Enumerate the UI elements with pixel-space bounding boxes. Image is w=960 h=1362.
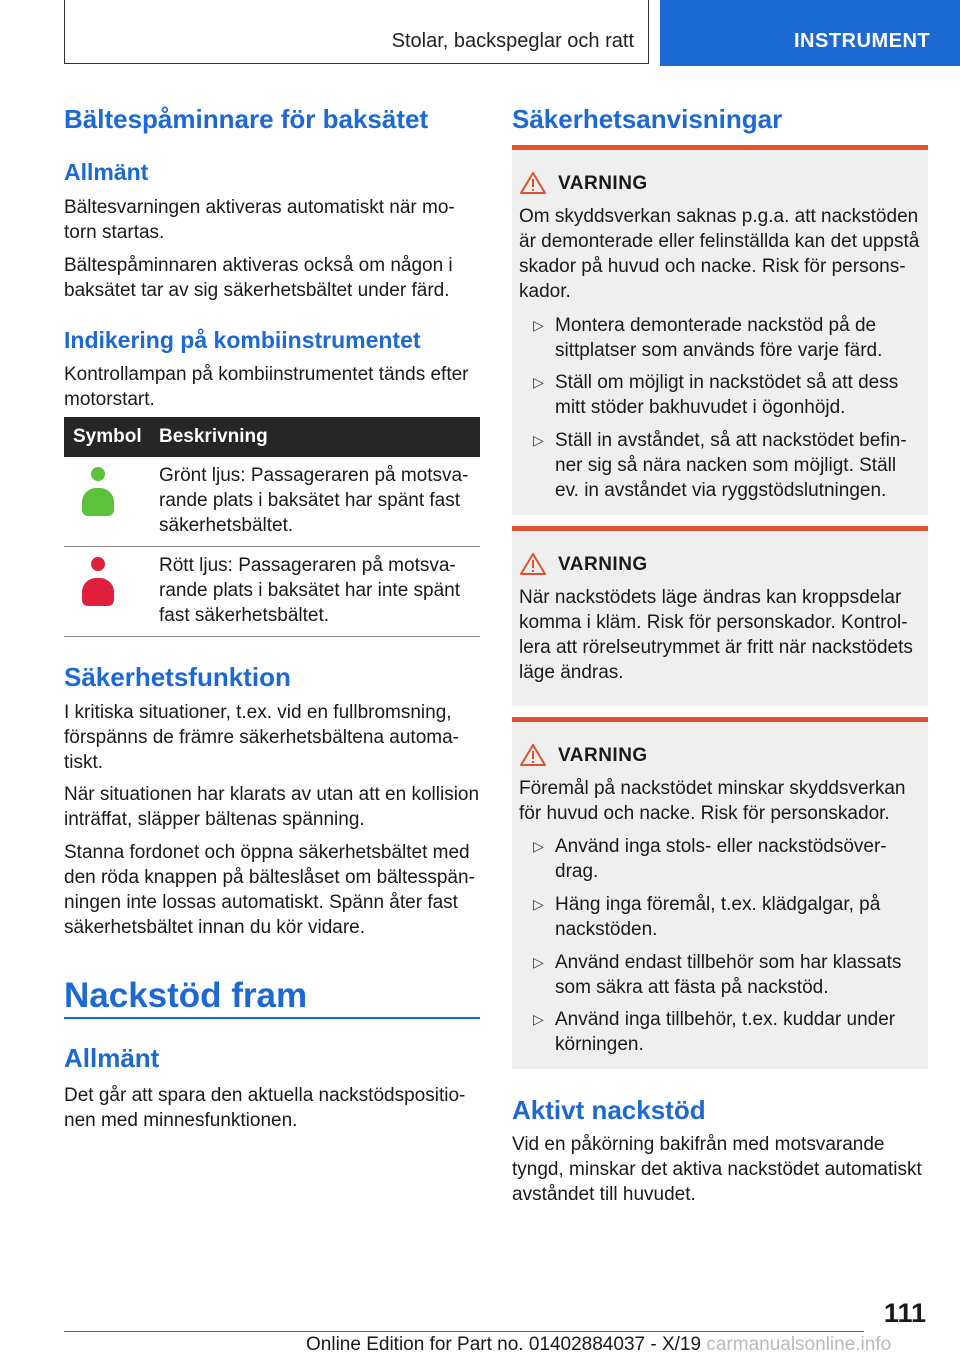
watermark-text[interactable]: carmanualsonline.info [706, 1334, 892, 1355]
warning-text: Föremål på nackstödet minskar skyddsverkan för huvud och nacke. Risk för personskador. [519, 778, 906, 824]
subheading-allmant-2: Allmänt [64, 1043, 160, 1073]
column-header-symbol: Symbol [73, 426, 142, 447]
warning-bar [512, 145, 928, 150]
seat-occupant-red-icon [82, 557, 114, 606]
paragraph: Det går att spara den aktuella nackstödspositio-nen med minnesfunktionen. [64, 1085, 466, 1131]
header-section-box [64, 0, 649, 64]
table-row [64, 547, 480, 637]
paragraph: I kritiska situationer, t.ex. vid en fullbromsning, förspänns de främre säkerhetsbältena automa-tiskt. [64, 702, 459, 773]
bullet-triangle-icon: ▷ [533, 838, 544, 854]
section-title-aktivt-nackstod: Aktivt nackstöd [512, 1095, 706, 1125]
subheading-indikering: Indikering på kombiinstrumentet [64, 327, 421, 353]
bullet-triangle-icon: ▷ [533, 954, 544, 970]
section-title-baltespaminnare: Bältespåminnare för baksätet [64, 104, 429, 134]
warning-triangle-icon [520, 172, 546, 194]
warning-box: VARNING Föremål på nackstödet minskar skyddsverkan för huvud och nacke. Risk för personskador. ▷ Använd inga stols- eller nackstödsöver-drag. ▷ Häng inga föremål, t.ex. klädgalgar, på nackstöden. ▷ Använd endast tillbehör som har klassats som säkra att fästa på nackstöd. ▷ Använd inga tillbehör, t.ex. kuddar under körningen. [512, 717, 928, 1069]
warning-title: VARNING [558, 173, 648, 194]
chapter-heading-nackstod-fram: Nackstöd fram [64, 976, 308, 1015]
paragraph: När situationen har klarats av utan att en kollision inträffat, släpper bältenas spänning. [64, 784, 480, 830]
table-row [64, 457, 480, 547]
paragraph: Bältespåminnaren aktiveras också om någon i baksätet tar av sig säkerhetsbältet under färd. [64, 255, 453, 301]
bullet-triangle-icon: ▷ [533, 317, 544, 333]
bullet-triangle-icon: ▷ [533, 374, 544, 390]
warning-triangle-icon [520, 553, 546, 575]
paragraph: Bältesvarningen aktiveras automatiskt när mo-torn startas. [64, 197, 455, 243]
section-title-sakerhetsfunktion: Säkerhetsfunktion [64, 662, 291, 692]
warning-text: Om skyddsverkan saknas p.g.a. att nackstöden är demonterade eller felinställda kan det uppstå skador på huvud och nacke. Risk för persons-kador. [519, 206, 920, 302]
paragraph: Vid en påkörning bakifrån med motsvarande tyngd, minskar det aktiva nackstödet automatiskt avståndet till huvudet. [512, 1134, 922, 1205]
row-description: Rött ljus: Passageraren på motsva-rande plats i baksätet har inte spänt fast säkerhetsbältet. [159, 555, 461, 626]
chapter-tab-label: INSTRUMENT [794, 30, 931, 52]
warning-box [512, 526, 928, 706]
warning-triangle-icon [520, 744, 546, 766]
edition-text: Online Edition for Part no. 01402884037 - X/19 [306, 1334, 702, 1355]
bullet-triangle-icon: ▷ [533, 1011, 544, 1027]
chapter-tab[interactable] [660, 0, 960, 66]
row-description: Grönt ljus: Passageraren på motsva-rande plats i baksätet har spänt fast säkerhetsbältet. [159, 465, 469, 536]
footer-rule [64, 1331, 864, 1332]
header-section-title: Stolar, backspeglar och ratt [391, 30, 634, 52]
column-header-description: Beskrivning [159, 426, 268, 447]
page-number: 111 [883, 1298, 926, 1328]
warning-title: VARNING [558, 745, 648, 766]
bullet-triangle-icon: ▷ [533, 896, 544, 912]
warning-bar [512, 526, 928, 531]
warning-title: VARNING [558, 554, 648, 575]
indicator-table [64, 417, 480, 637]
paragraph: Stanna fordonet och öppna säkerhetsbältet med den röda knappen på bälteslåset om bältesspän-ningen inte lossas automatiskt. Spänn åter fast säkerhetsbältet innan du kör vidare. [64, 842, 475, 938]
subheading-allmant: Allmänt [64, 159, 149, 185]
footer-edition [306, 1334, 891, 1356]
warning-text: När nackstödets läge ändras kan kroppsdelar komma i kläm. Risk för personskador. Kontrol-lera att rörelseutrymmet är fritt när nackstödets läge ändras. [519, 587, 913, 683]
heading-rule [64, 1017, 480, 1019]
table-header [64, 417, 480, 457]
bullet-triangle-icon: ▷ [533, 432, 544, 448]
paragraph: Kontrollampan på kombiinstrumentet tänds efter motorstart. [64, 364, 469, 410]
section-title-sakerhetsanvisningar: Säkerhetsanvisningar [512, 104, 783, 134]
warning-bar [512, 717, 928, 722]
warning-box: VARNING Om skyddsverkan saknas p.g.a. att nackstöden är demonterade eller felinställda kan det uppstå skador på huvud och nacke. Risk för persons-kador. ▷ Montera demonterade nackstöd på de sittplatser som används före varje färd. ▷ Ställ om möjligt in nackstödet så att dess mitt stöder bakhuvudet i ögonhöjd. ▷ Ställ in avståndet, så att nackstödet befin-ner sig så nära nacken som möjligt. Ställ ev. in avståndet via ryggstödslutningen. [512, 145, 928, 515]
seat-occupant-green-icon [82, 467, 114, 516]
